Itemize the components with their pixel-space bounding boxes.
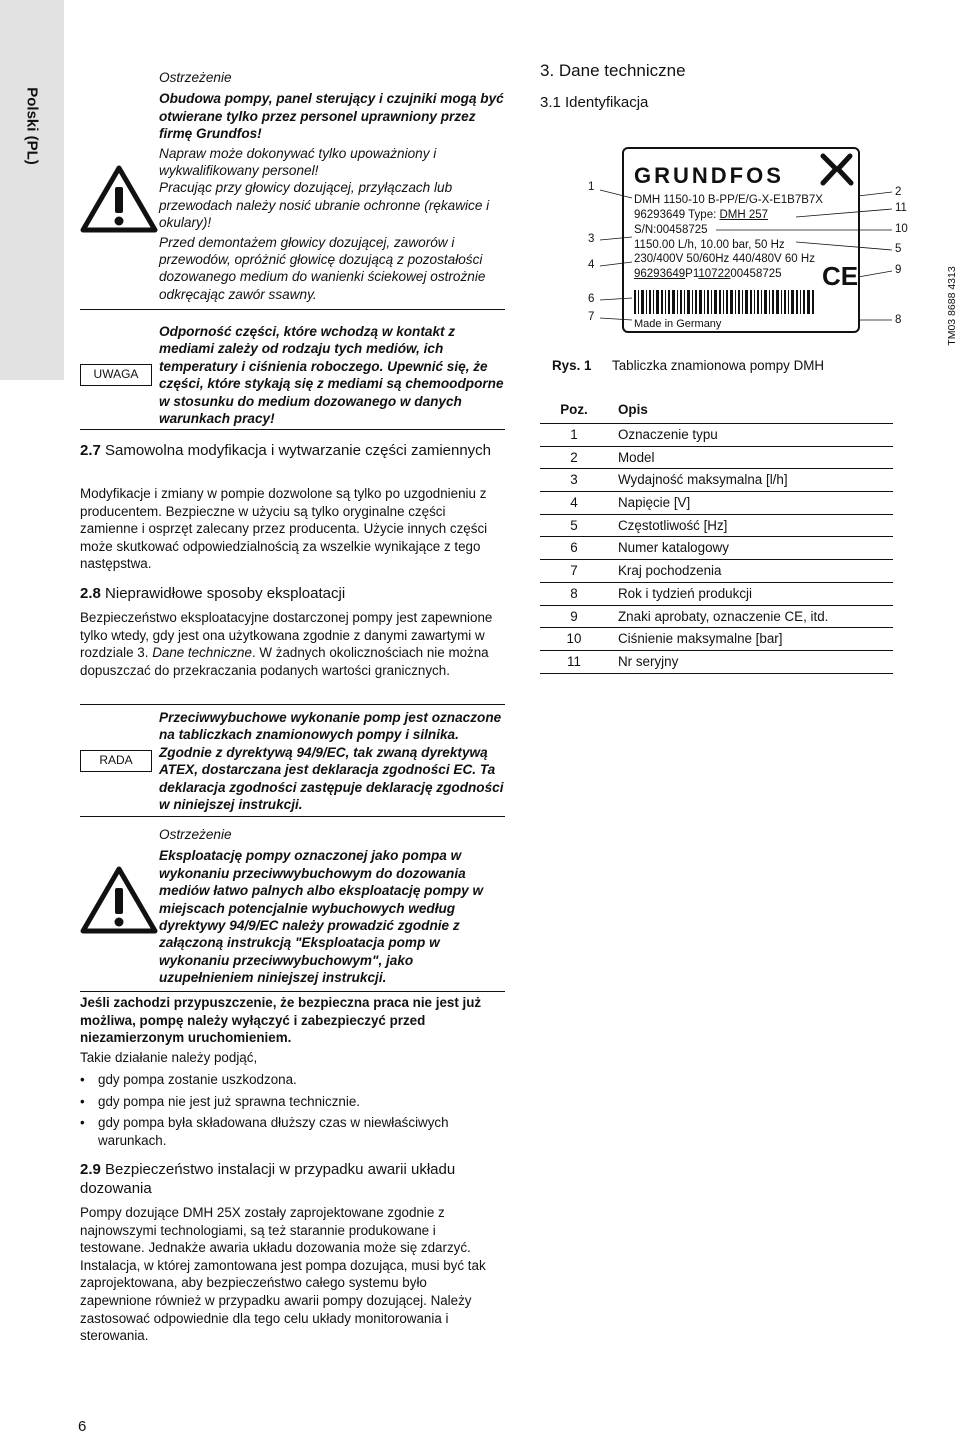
figure-caption: Tabliczka znamionowa pompy DMH [612, 358, 825, 373]
uwaga-text: Odporność części, które wchodzą w kontakt z mediami zależy od rodzaju tych mediów, ich temperatury i ciśnienia roboczego. Upewnić się, że części, które stykają się z mediami są chemoodporne w stosunku do medium dozowanego w danych warunkach pracy! [159, 324, 504, 427]
section-2-8-heading [80, 584, 500, 603]
table-cell-description: Częstotliwość [Hz] [618, 517, 728, 533]
warning-heading: Ostrzeżenie [159, 70, 232, 85]
text: Bezpieczeństwo eksploatacyjne dostarczonej pompy jest zapewnione tylko wtedy, gdy jest ona użytkowana zgodnie z danymi zawartymi w rozdziale 3. [80, 610, 493, 661]
section-title: Bezpieczeństwo instalacji w przypadku awarii układu dozowania [80, 1161, 456, 1197]
table-header-cell: Poz. [560, 402, 588, 417]
table-row [540, 424, 893, 447]
table-cell-position: 10 [566, 631, 582, 647]
table-cell-description: Oznaczenie typu [618, 427, 718, 442]
table-row [540, 537, 893, 560]
divider [80, 704, 505, 705]
table-cell-description: Napięcie [V] [618, 495, 691, 511]
rada-note [159, 709, 504, 813]
table-cell-description: Ciśnienie maksymalne [bar] [618, 631, 783, 647]
plate-model [634, 208, 768, 222]
divider [80, 991, 505, 992]
table-row [540, 651, 893, 674]
text: 96293649 [634, 268, 686, 280]
table-cell-position: 4 [570, 495, 578, 511]
callout-number: 5 [895, 243, 902, 255]
callout-number: 2 [895, 186, 902, 198]
plate-type-designation: DMH 1150-10 B-PP/E/G-X-E1B7B7X [634, 194, 823, 206]
table-cell-position: 1 [570, 427, 578, 442]
table-body [540, 424, 893, 674]
page-number: 6 [78, 1418, 87, 1435]
grundfos-logo: GRUNDFOS [634, 163, 784, 188]
warning-heading: Ostrzeżenie [159, 827, 232, 842]
table-cell-description: Wydajność maksymalna [l/h] [618, 472, 788, 488]
plate-serial: S/N:00458725 [634, 224, 708, 236]
table-cell-position: 11 [567, 653, 581, 669]
ce-mark: CE [822, 261, 859, 291]
identification-table [540, 396, 893, 674]
callout-number: 6 [588, 293, 595, 305]
section-number: 2.8 [80, 585, 101, 602]
table-cell-position: 7 [570, 563, 578, 579]
table-cell-position: 9 [570, 608, 578, 624]
section-2-9-text: Pompy dozujące DMH 25X zostały zaprojektowane zgodnie z najnowszymi technologiami, są też starannie produkowane i testowane. Jednakże awaria układu dozowania może się zdarzyć. Instalacja, w której zamontowana jest pompa dozująca, musi być tak zaprojektowana, aby bezpieczeństwo całego systemu było zapewnione również w przypadku awarii pompy dozującej. Należy zastosować odpowiednie dla tego celu układy monitorowania i sterowania. [80, 1205, 486, 1344]
list-item: • gdy pompa była składowana dłuższy czas w niewłaściwych warunkach. [80, 1114, 495, 1149]
table-cell-description: Numer katalogowy [618, 540, 729, 556]
safe-stop-bullets [80, 1071, 495, 1149]
chapter-reference: Dane techniczne [152, 645, 252, 661]
divider [80, 429, 505, 430]
text: . W żadnych okolicznościach nie można dopuszczać do przekraczania podanych wartości granicznych. [80, 645, 489, 678]
table-cell-position: 5 [570, 517, 578, 533]
table-row [540, 628, 893, 651]
callout-number: 9 [895, 264, 902, 276]
warning-text: Eksploatację pompy oznaczonej jako pompa w wykonaniu przeciwwybuchowym do dozowania mediów łatwo palnych albo eksploatację pompy w miejscach potencjalnie wybuchowych według dyrektywy 94/9/EC należy prowadzić zgodnie z załączoną instrukcją "Eksploatacja pomp w wykonaniu przeciwwybuchowym", jako uzupełnieniem niniejszej instrukcji. [159, 848, 484, 986]
list-item: • gdy pompa nie jest już sprawna technicznie. [80, 1093, 495, 1111]
table-row [540, 469, 893, 492]
table-cell-description: Kraj pochodzenia [618, 563, 722, 579]
section-2-8-text [80, 609, 495, 679]
text: 00458725 [730, 268, 782, 280]
warning-triangle-icon [80, 165, 158, 233]
section-3-1-heading: 3.1 Identyfikacja [540, 94, 649, 111]
section-2-7-heading [80, 441, 500, 460]
divider [80, 816, 505, 817]
list-item: • gdy pompa zostanie uszkodzona. [80, 1071, 495, 1089]
plate-codes [634, 267, 782, 281]
table-cell-position: 2 [570, 449, 578, 465]
callout-number: 4 [588, 259, 595, 271]
table-row [540, 606, 893, 629]
table-cell-position: 6 [570, 540, 578, 556]
callout-number: 8 [895, 314, 902, 326]
warning-triangle-icon [80, 866, 158, 934]
text: 96293649 Type: [634, 209, 720, 221]
rada-label: RADA [80, 750, 152, 772]
callout-number: 10 [895, 223, 908, 235]
pump-nameplate [622, 147, 860, 333]
table-cell-description: Znaki aprobaty, oznaczenie CE, itd. [618, 608, 829, 624]
rada-text: Przeciwwybuchowe wykonanie pomp jest oznaczone na tabliczkach znamionowych pompy i silnika. Zgodnie z dyrektywą 94/9/EC, tak zwaną dyrektywą ATEX, dostarczana jest deklaracja zgodności EC. Ta deklaracja zgodności zastępuje deklarację zgodności w niniejszej instrukcji. [159, 710, 504, 813]
warning-note-1 [159, 69, 504, 303]
table-row [540, 515, 893, 538]
figure-label: Rys. 1 [552, 358, 592, 373]
callout-number: 1 [588, 181, 595, 193]
text: DMH 257 [719, 209, 769, 221]
section-3-heading: 3. Dane techniczne [540, 61, 686, 80]
plate-voltage: 230/400V 50/60Hz 440/480V 60 Hz [634, 253, 815, 265]
divider [80, 309, 505, 310]
figure-code: TM03 8688 4313 [946, 266, 958, 346]
table-cell-position: 8 [570, 585, 578, 601]
text: 10722 [698, 268, 731, 280]
table-row [540, 447, 893, 470]
uwaga-note [159, 323, 504, 427]
language-side-tab [0, 0, 64, 380]
table-cell-description: Model [618, 449, 655, 465]
warning-note-2 [159, 826, 504, 987]
side-tab-label: Polski (PL) [23, 87, 41, 165]
table-header-cell: Opis [618, 402, 648, 417]
section-2-7-text: Modyfikacje i zmiany w pompie dozwolone są tylko po uzgodnieniu z producentem. Bezpieczne w użyciu są tylko oryginalne części zamienne i osprzęt zalecany przez producenta. Użycie innych części może skutkować odpowiedzialnością za wszelkie wynikające z tego następstwa. [80, 486, 488, 572]
table-header [540, 396, 893, 424]
callout-number: 11 [895, 202, 907, 214]
uwaga-label: UWAGA [80, 364, 152, 386]
callout-number: 7 [588, 311, 595, 323]
section-2-9-heading [80, 1160, 500, 1198]
table-row [540, 492, 893, 515]
section-number: 2.7 [80, 442, 101, 459]
table-cell-position: 3 [570, 472, 578, 488]
table-cell-description: Nr seryjny [618, 653, 679, 669]
warning-text: Przed demontażem głowicy dozującej, zaworów i przewodów, opróżnić głowicę dozującą z pozostałości dozowanego medium do wanienki ściekowej ostrożnie odkręcając zawór ssawny. [159, 234, 486, 302]
grundfos-x-logo-icon [820, 153, 854, 187]
plate-capacity: 1150.00 L/h, 10.00 bar, 50 Hz [634, 239, 785, 251]
table-cell-description: Rok i tydzień produkcji [618, 585, 752, 601]
table-row [540, 583, 893, 606]
section-title: Samowolna modyfikacja i wytwarzanie części zamiennych [105, 442, 492, 459]
warning-text: Napraw może dokonywać tylko upoważniony i wykwalifikowany personel! [159, 145, 437, 179]
warning-text: Pracując przy głowicy dozującej, przyłączach lub przewodach należy nosić ubranie ochronne (rękawice i okulary)! [159, 180, 490, 231]
plate-made-in: Made in Germany [634, 318, 722, 330]
barcode-icon [634, 290, 814, 314]
section-title: Nieprawidłowe sposoby eksploatacji [105, 585, 346, 602]
callout-number: 3 [588, 233, 595, 245]
section-number: 2.9 [80, 1161, 101, 1178]
text: P1 [685, 268, 699, 280]
safe-stop-bold: Jeśli zachodzi przypuszczenie, że bezpieczna praca nie jest już możliwa, pompę należy wyłączyć i zabezpieczyć przed niezamierzonym uruchomieniem. [80, 995, 482, 1046]
table-row [540, 560, 893, 583]
safe-stop-lead: Takie działanie należy podjąć, [80, 1050, 258, 1065]
warning-text: Obudowa pompy, panel sterujący i czujniki mogą być otwierane tylko przez personel uprawniony przez firmę Grundfos! [159, 91, 504, 142]
